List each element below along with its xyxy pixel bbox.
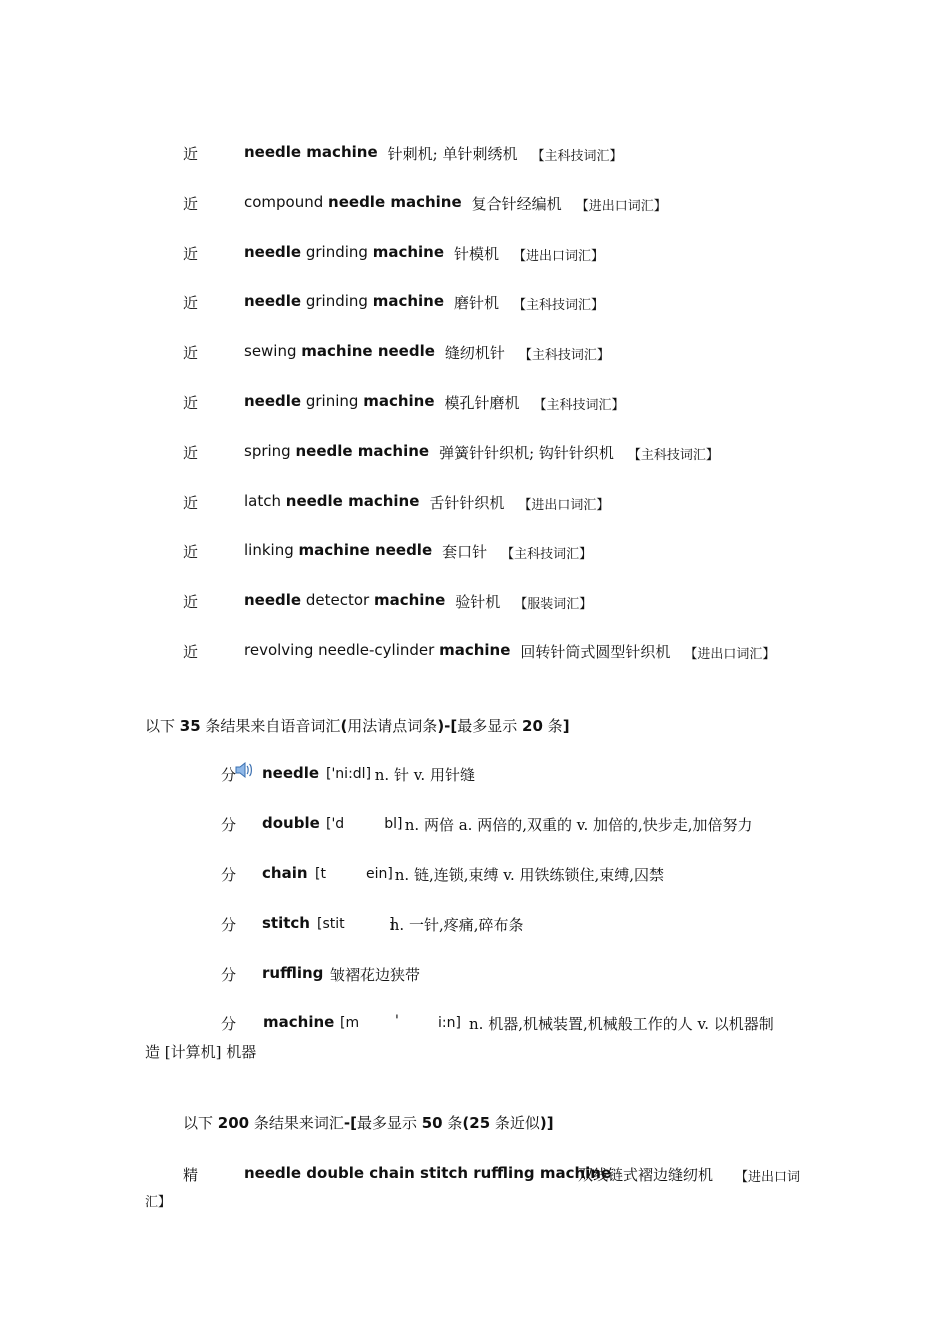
entry-tag: 【主科技词汇】	[531, 149, 623, 164]
entry-word[interactable]: machine	[263, 1013, 335, 1031]
entry-marker: 近	[183, 145, 199, 163]
word-results-header: 以下 200 条结果来词汇-[最多显示 50 条(25 条近似)]	[183, 1114, 554, 1132]
entry-term[interactable]	[244, 292, 444, 310]
term-part: grining	[301, 392, 364, 410]
entry-meaning: 回转针筒式圆型针织机	[520, 643, 671, 661]
entry-term[interactable]	[244, 243, 444, 261]
entry-word[interactable]: needle	[262, 764, 320, 782]
entry-meaning: 模孔针磨机	[444, 394, 520, 412]
entry-definition-cont: 造 [计算机] 机器	[145, 1043, 257, 1061]
term-part: sewing	[244, 342, 302, 360]
entry-term[interactable]	[244, 342, 435, 360]
term-part: detector	[301, 591, 374, 609]
term-part: needle machine	[244, 143, 378, 161]
term-part: needle	[244, 392, 302, 410]
entry-meaning: 弹簧针针织机; 钩针针织机	[439, 444, 614, 462]
entry-marker: 近	[183, 494, 199, 512]
entry-marker: 近	[183, 643, 199, 661]
entry-meaning: 缝纫机针	[444, 344, 505, 362]
term-part: grinding	[301, 243, 373, 261]
term-part: linking	[244, 541, 299, 559]
voice-entry[interactable]	[0, 864, 950, 886]
entry-marker: 分	[221, 966, 237, 984]
term-part: needle	[244, 243, 302, 261]
entry-tag-cont: 汇】	[145, 1195, 172, 1210]
entry-marker: 近	[183, 344, 199, 362]
near-entry[interactable]	[0, 243, 950, 265]
entry-marker: 近	[183, 394, 199, 412]
entry-marker: 近	[183, 245, 199, 263]
entry-tag: 【进出口词汇】	[513, 249, 605, 264]
voice-entry[interactable]	[0, 914, 950, 936]
entry-term[interactable]	[244, 392, 435, 410]
near-entry[interactable]	[0, 541, 950, 563]
near-entry[interactable]	[0, 591, 950, 613]
entry-meaning: 磨针机	[454, 294, 500, 312]
term-part: machine needle	[298, 541, 433, 559]
entry-term[interactable]	[244, 641, 510, 659]
term-part: spring	[244, 442, 296, 460]
entry-definition: n. 针 v. 用针缝	[370, 766, 475, 784]
near-entry[interactable]	[0, 342, 950, 364]
voice-entry[interactable]	[0, 764, 950, 786]
term-part: needle	[244, 292, 302, 310]
entry-term[interactable]	[244, 541, 432, 559]
entry-meaning: 套口针	[442, 543, 488, 561]
entry-marker: 近	[183, 195, 199, 213]
entry-meaning: 舌针针织机	[429, 494, 505, 512]
entry-phonetic-c: i:n]	[438, 1015, 461, 1031]
entry-tag: 【主科技词汇】	[518, 348, 610, 363]
entry-meaning: 验针机	[455, 593, 501, 611]
entry-tag: 【进出口词	[735, 1170, 801, 1185]
term-part: machine	[373, 591, 446, 609]
entry-tag: 【主科技词汇】	[513, 298, 605, 313]
entry-marker: 近	[183, 294, 199, 312]
entry-definition: n. 机器,机械装置,机械般工作的人 v. 以机器制	[469, 1015, 774, 1033]
entry-tag: 【进出口词汇】	[575, 199, 667, 214]
term-part: needle	[244, 591, 302, 609]
near-entry[interactable]	[0, 143, 950, 165]
entry-word[interactable]: ruffling	[262, 964, 324, 982]
speaker-icon[interactable]	[234, 761, 254, 783]
entry-term[interactable]	[244, 143, 378, 161]
entry-phonetic-b: '	[395, 1013, 399, 1029]
entry-tag: 【服装词汇】	[514, 597, 593, 612]
term-part: machine	[439, 641, 511, 659]
entry-term[interactable]: needle double chain stitch ruffling machine	[244, 1164, 612, 1182]
entry-term[interactable]	[244, 591, 445, 609]
near-entry[interactable]	[0, 193, 950, 215]
term-part: needle machine	[285, 492, 420, 510]
entry-term[interactable]	[244, 442, 429, 460]
entry-word[interactable]: chain	[262, 864, 308, 882]
entry-phonetic: ['d bl]	[326, 816, 403, 832]
entry-marker: 分	[221, 766, 237, 784]
entry-definition: n. 两倍 a. 两倍的,双重的 v. 加倍的,快步走,加倍努力	[400, 816, 753, 834]
term-part: latch	[244, 492, 286, 510]
entry-meaning: 双线链式褶边缝纫机	[578, 1166, 714, 1184]
term-part: revolving needle-cylinder	[244, 641, 440, 659]
term-part: machine	[372, 243, 445, 261]
term-part: machine needle	[301, 342, 435, 360]
entry-word[interactable]: stitch	[262, 914, 310, 932]
entry-marker: 近	[183, 543, 199, 561]
entry-phonetic: [stit ]	[317, 916, 395, 932]
entry-marker: 分	[221, 916, 237, 934]
entry-tag: 【进出口词汇】	[518, 498, 610, 513]
entry-tag: 【主科技词汇】	[627, 448, 719, 463]
entry-marker: 分	[221, 1015, 237, 1033]
term-part: needle machine	[328, 193, 462, 211]
term-part: machine	[363, 392, 435, 410]
entry-tag: 【主科技词汇】	[501, 547, 593, 562]
voice-entry[interactable]	[0, 964, 950, 986]
entry-tag: 【主科技词汇】	[533, 398, 625, 413]
entry-meaning: 复合针经编机	[471, 195, 562, 213]
entry-meaning: 针模机	[454, 245, 500, 263]
entry-term[interactable]	[244, 193, 462, 211]
near-entry[interactable]	[0, 392, 950, 414]
entry-marker: 近	[183, 444, 199, 462]
near-entry[interactable]	[0, 641, 950, 663]
term-part: machine	[372, 292, 445, 310]
entry-phonetic: ['ni:dl]	[326, 766, 372, 782]
voice-results-header: 以下 35 条结果来自语音词汇(用法请点词条)-[最多显示 20 条]	[145, 717, 570, 735]
entry-tag: 【进出口词汇】	[684, 647, 776, 662]
term-part: compound	[244, 193, 329, 211]
entry-definition: 皱褶花边狭带	[330, 966, 421, 984]
entry-meaning: 针刺机; 单针刺绣机	[387, 145, 518, 163]
voice-entry[interactable]	[0, 814, 950, 836]
entry-word[interactable]: double	[262, 814, 320, 832]
entry-phonetic-a: [m	[340, 1015, 360, 1031]
entry-term[interactable]	[244, 492, 419, 510]
entry-marker: 分	[221, 866, 237, 884]
entry-definition: n. 一针,疼痛,碎布条	[385, 916, 524, 934]
entry-definition: n. 链,连锁,束缚 v. 用铁练锁住,束缚,囚禁	[390, 866, 665, 884]
entry-phonetic: [t ein]	[315, 866, 393, 882]
near-entry[interactable]	[0, 292, 950, 314]
near-entry[interactable]	[0, 492, 950, 514]
entry-marker: 分	[221, 816, 237, 834]
term-part: grinding	[301, 292, 373, 310]
near-entry[interactable]	[0, 442, 950, 464]
entry-marker: 近	[183, 593, 199, 611]
entry-marker: 精	[183, 1166, 199, 1184]
term-part: needle machine	[295, 442, 430, 460]
